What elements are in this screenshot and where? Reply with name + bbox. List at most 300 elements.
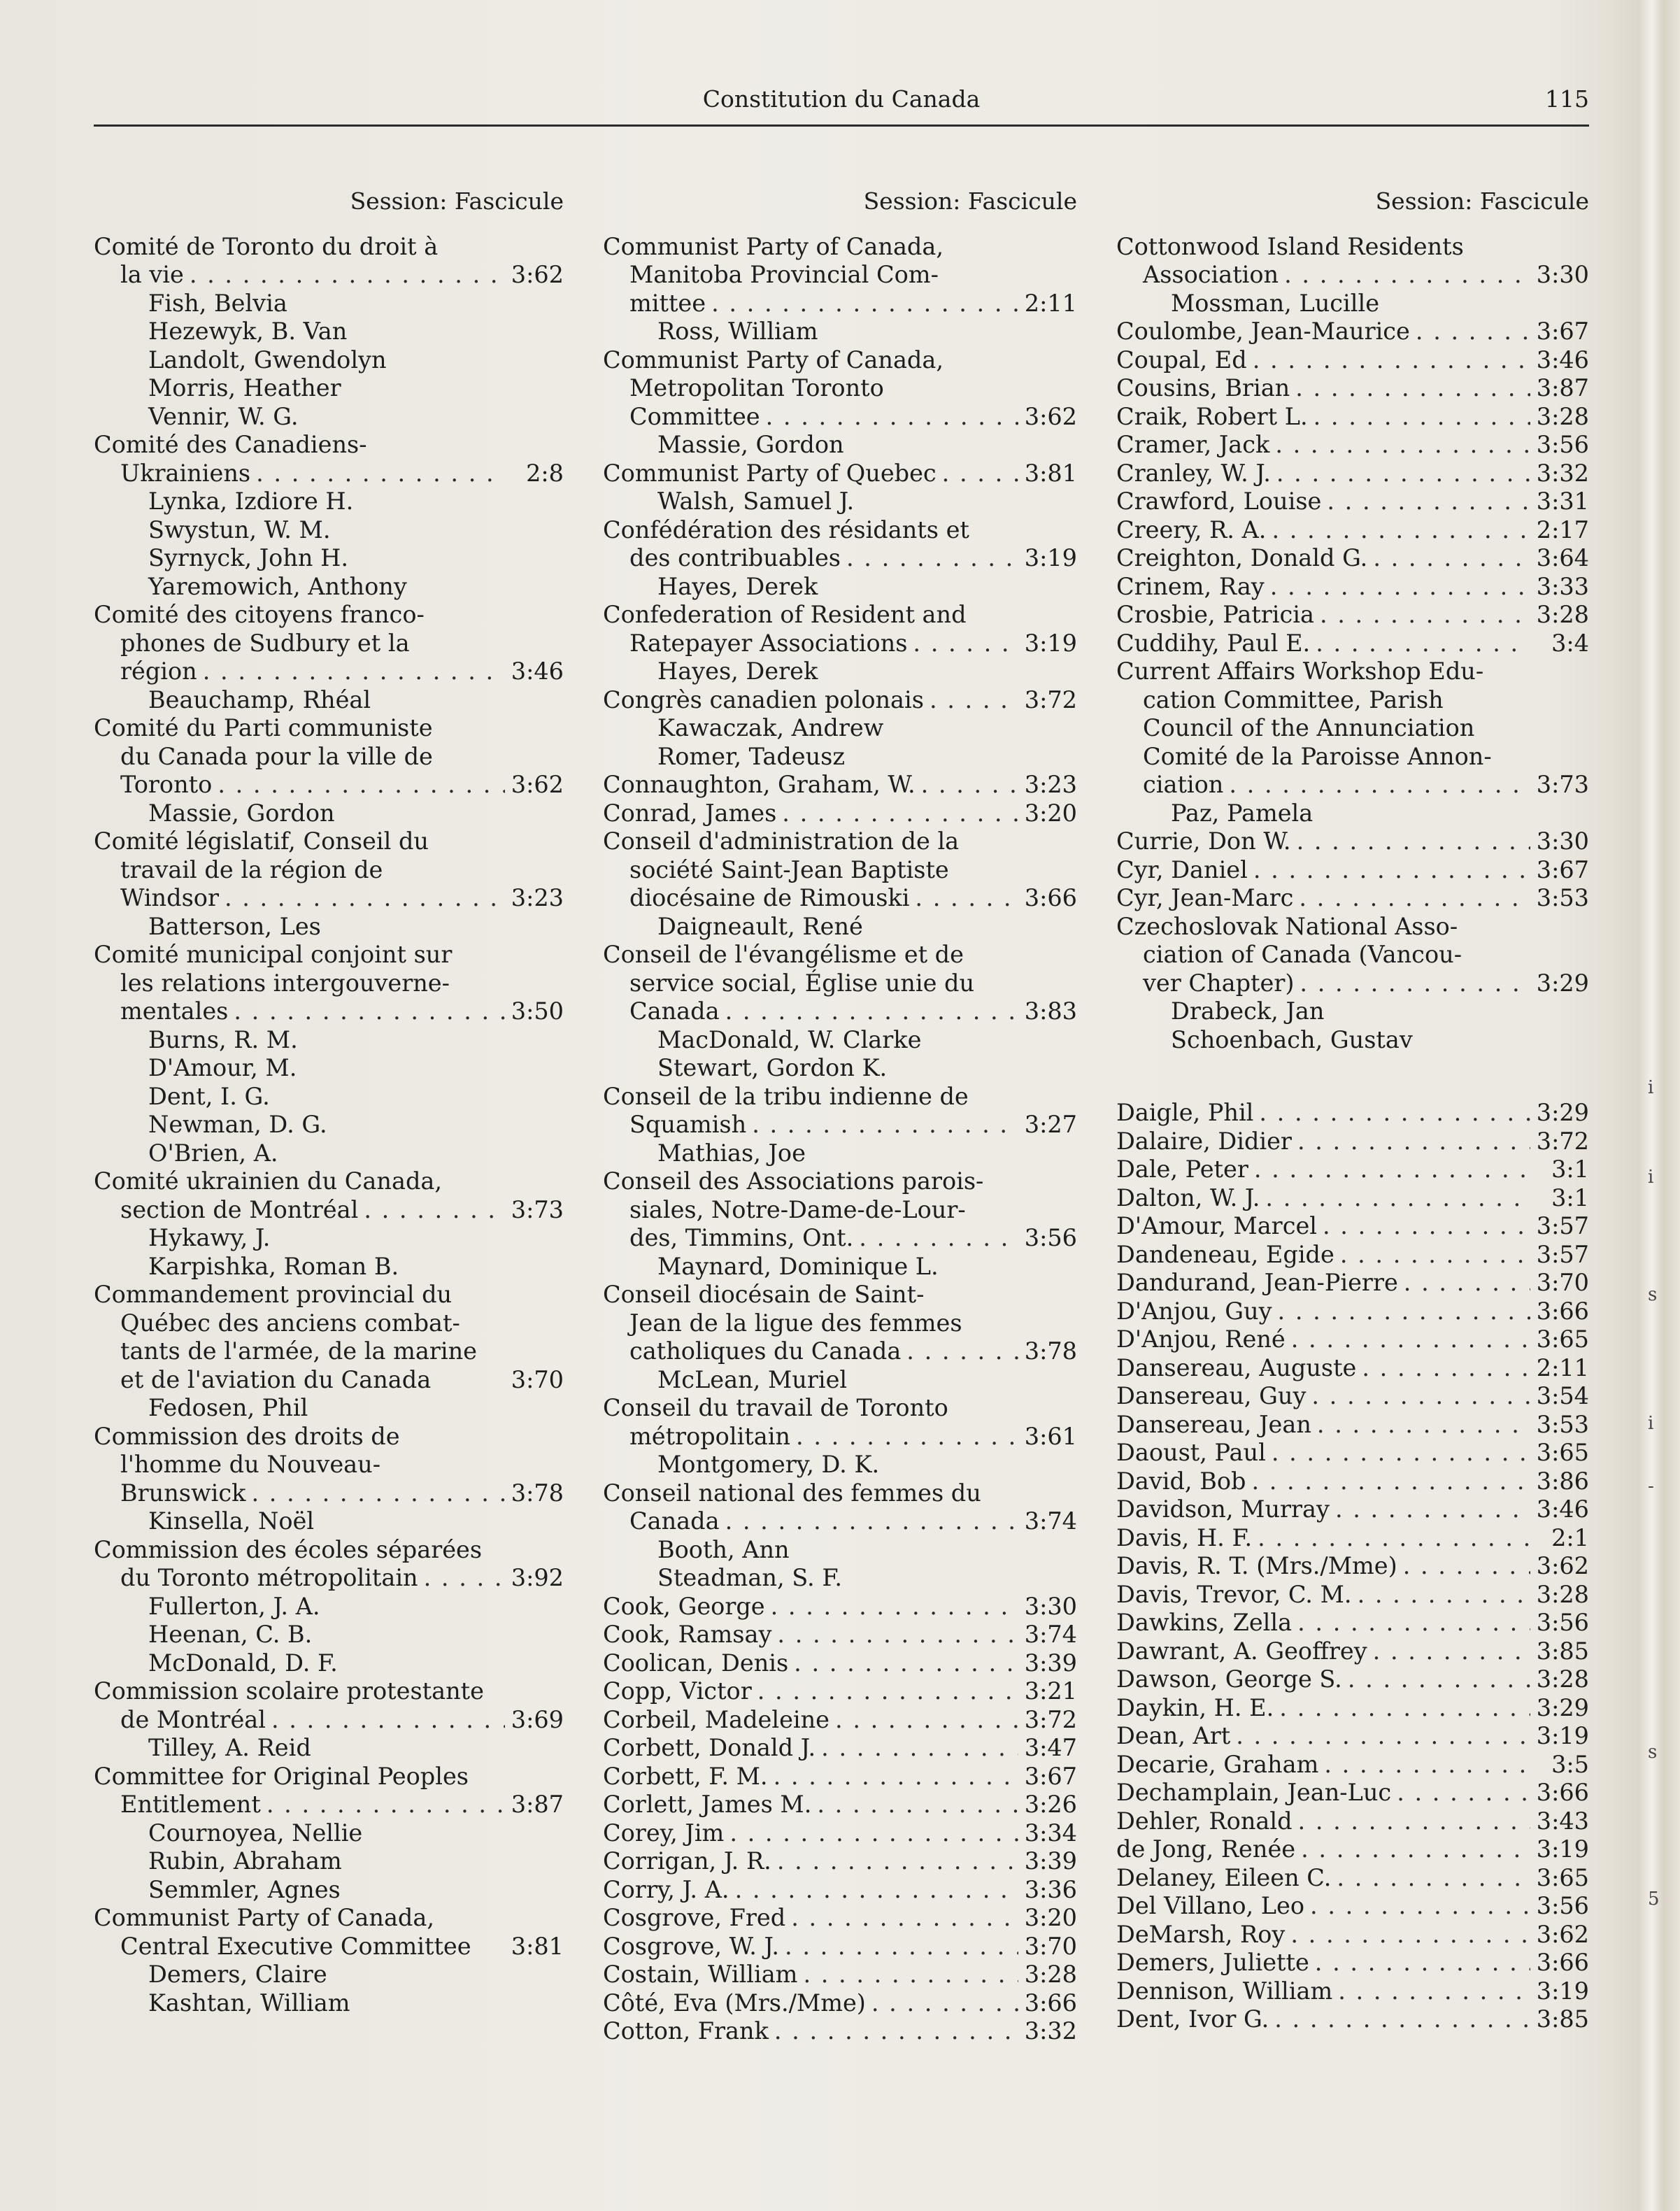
issue-reference: 3:56	[1536, 1892, 1589, 1919]
issue-reference: 3:46	[1536, 346, 1589, 374]
index-entry	[1116, 657, 1589, 686]
dot-leader	[1297, 1609, 1530, 1637]
index-entry	[1116, 913, 1589, 941]
index-entry	[603, 1224, 1077, 1253]
issue-reference: 3:62	[511, 771, 564, 798]
index-witness-name	[94, 1734, 564, 1763]
issue-reference: 3:57	[1536, 1240, 1589, 1268]
index-entry	[1116, 1807, 1589, 1836]
index-entry	[94, 997, 564, 1026]
entry-text: Swystun, W. M.	[148, 516, 331, 543]
entry-text: Lynka, Izdiore H.	[148, 488, 354, 515]
entry-text: Montgomery, D. K.	[657, 1451, 880, 1478]
index-column-3	[1116, 187, 1589, 2034]
index-entry	[94, 714, 564, 743]
index-witness-name	[603, 318, 1077, 346]
index-witness-name	[94, 488, 564, 516]
dot-leader	[218, 771, 505, 799]
entry-text: mittee	[629, 289, 706, 317]
index-witness-name	[603, 488, 1077, 516]
index-entry	[1116, 233, 1589, 262]
entry-text: Ross, William	[657, 318, 818, 345]
index-entry	[94, 630, 564, 658]
entry-text: Cosgrove, W. J.	[603, 1932, 780, 1960]
issue-reference: 3:74	[1024, 1507, 1077, 1535]
dot-leader	[1300, 969, 1530, 998]
index-witness-name	[603, 913, 1077, 941]
entry-text: Davis, H. F.	[1116, 1523, 1253, 1551]
entry-text: Council of the Annunciation	[1143, 714, 1475, 741]
index-witness-name	[603, 1564, 1077, 1593]
dot-leader	[757, 1677, 1018, 1706]
issue-reference: 2:11	[1024, 289, 1077, 317]
index-entry	[94, 1281, 564, 1309]
index-entry	[1116, 1949, 1589, 1977]
entry-text: Rubin, Abraham	[148, 1847, 342, 1875]
index-entry	[94, 261, 564, 290]
margin-mark: i	[1648, 1167, 1654, 1188]
running-header	[94, 83, 1589, 127]
index-entry	[603, 1479, 1077, 1508]
entry-text: Canada	[629, 997, 720, 1025]
entry-text: Cyr, Daniel	[1116, 855, 1248, 883]
issue-reference: 3:46	[511, 657, 564, 685]
index-entry	[603, 1281, 1077, 1309]
entry-text: Corbett, F. M.	[603, 1762, 768, 1790]
index-entry	[94, 460, 564, 488]
dot-leader	[1291, 1325, 1530, 1354]
dot-leader	[1314, 403, 1530, 432]
entry-text: société Saint-Jean Baptiste	[629, 855, 949, 883]
index-entry	[1116, 1751, 1589, 1779]
index-witness-name	[603, 1366, 1077, 1395]
issue-reference: 3:64	[1536, 544, 1589, 571]
index-witness-name	[94, 1083, 564, 1111]
issue-reference: 3:19	[1024, 629, 1077, 657]
entry-text: Tilley, A. Reid	[148, 1734, 311, 1761]
index-entry	[1116, 544, 1589, 573]
entry-text: Dean, Art	[1116, 1722, 1231, 1749]
dot-leader	[1297, 827, 1530, 856]
entry-text: Karpishka, Roman B.	[148, 1252, 399, 1280]
dot-leader	[821, 1734, 1018, 1763]
issue-reference: 3:92	[511, 1564, 564, 1591]
entry-text: Communist Party of Canada,	[603, 232, 944, 260]
margin-mark: -	[1648, 1476, 1654, 1497]
entry-text: Québec des anciens combat-	[120, 1309, 460, 1337]
entry-text: Ratepayer Associations	[629, 629, 908, 657]
entry-text: Cramer, Jack	[1116, 431, 1270, 458]
dot-leader	[846, 544, 1018, 573]
index-entry	[603, 941, 1077, 969]
issue-reference: 3:54	[1536, 1382, 1589, 1409]
index-entry	[1116, 1722, 1589, 1751]
dot-leader	[1373, 1637, 1530, 1666]
index-witness-name	[94, 1593, 564, 1621]
issue-reference: 3:61	[1024, 1422, 1077, 1450]
index-entry	[603, 969, 1077, 998]
issue-reference: 3:29	[1536, 969, 1589, 997]
entry-text: et de l'aviation du Canada	[120, 1365, 432, 1393]
index-witness-name	[603, 573, 1077, 602]
dot-leader	[1373, 544, 1530, 573]
issue-reference: 3:39	[1024, 1847, 1077, 1875]
index-witness-name	[94, 1111, 564, 1139]
entry-text: Congrès canadien polonais	[603, 685, 924, 713]
issue-reference: 3:23	[511, 884, 564, 911]
index-entry	[1116, 1467, 1589, 1496]
dot-leader	[1295, 374, 1530, 403]
entry-text: la vie	[120, 261, 184, 288]
entry-text: McDonald, D. F.	[148, 1649, 338, 1677]
dot-leader	[777, 1847, 1018, 1876]
dot-leader	[1317, 1411, 1530, 1439]
dot-leader	[1397, 1779, 1530, 1807]
issue-reference: 3:32	[1024, 2017, 1077, 2045]
dot-leader	[942, 460, 1018, 488]
entry-text: Committee for Original Peoples	[94, 1762, 469, 1790]
entry-text: Comité du Parti communiste	[94, 714, 433, 741]
margin-mark: 5	[1648, 1889, 1660, 1910]
index-witness-name	[94, 1253, 564, 1281]
issue-reference: 3:23	[1024, 771, 1077, 798]
issue-reference: 3:65	[1536, 1325, 1589, 1353]
issue-reference: 3:32	[1536, 459, 1589, 487]
issue-reference: 3:72	[1536, 1127, 1589, 1155]
entry-text: ciation of Canada (Vancou-	[1143, 941, 1462, 968]
entry-text: D'Amour, M.	[148, 1054, 297, 1081]
dot-leader	[871, 1989, 1018, 2018]
issue-reference: 3:56	[1536, 1609, 1589, 1636]
entry-text: D'Anjou, Guy	[1116, 1297, 1272, 1325]
issue-reference: 3:67	[1536, 318, 1589, 345]
index-entry	[603, 1593, 1077, 1621]
issue-reference: 3:33	[1536, 572, 1589, 600]
dot-leader	[1403, 1552, 1530, 1581]
issue-reference: 3:50	[511, 997, 564, 1025]
index-entry	[1116, 714, 1589, 743]
index-entry	[1116, 1099, 1589, 1128]
index-entry	[94, 1791, 564, 1819]
index-entry	[94, 657, 564, 686]
entry-text: Jean de la ligue des femmes	[629, 1309, 962, 1337]
entry-text: siales, Notre-Dame-de-Lour-	[629, 1195, 966, 1223]
index-entry	[603, 1677, 1077, 1706]
issue-reference: 3:47	[1024, 1734, 1077, 1761]
entry-text: Yaremowich, Anthony	[148, 572, 407, 600]
entry-text: Morris, Heather	[148, 374, 341, 401]
issue-reference: 3:30	[1536, 261, 1589, 288]
dot-leader	[1358, 1581, 1530, 1609]
entry-text: Crosbie, Patricia	[1116, 601, 1314, 628]
entry-text: Kashtan, William	[148, 1989, 350, 2017]
issue-reference: 3:53	[1536, 1410, 1589, 1438]
entry-text: métropolitain	[629, 1422, 791, 1450]
entry-text: Copp, Victor	[603, 1677, 752, 1705]
entry-text: Cournoyea, Nellie	[148, 1819, 363, 1847]
entry-text: catholiques du Canada	[629, 1337, 902, 1365]
dot-leader	[1290, 1921, 1530, 1949]
entry-text: Crawford, Louise	[1116, 488, 1322, 515]
dot-leader	[1348, 1665, 1530, 1694]
index-entry	[94, 1451, 564, 1479]
index-entry	[603, 233, 1077, 262]
index-entry	[1116, 941, 1589, 969]
entry-text: Heenan, C. B.	[148, 1621, 313, 1648]
index-entry	[603, 630, 1077, 658]
issue-reference: 3:19	[1536, 1835, 1589, 1863]
index-entry	[603, 403, 1077, 432]
index-entry	[1116, 1354, 1589, 1383]
dot-leader	[1315, 1949, 1530, 1977]
column-heading: Session: Fascicule	[1375, 187, 1589, 215]
index-entry	[1116, 460, 1589, 488]
entry-text: Cyr, Jean-Marc	[1116, 884, 1294, 911]
entry-text: Communist Party of Quebec	[603, 459, 937, 487]
index-entry	[1116, 516, 1589, 545]
entry-text: Comité de Toronto du droit à	[94, 232, 439, 260]
index-witness-name	[1116, 799, 1589, 828]
index-entry	[94, 431, 564, 460]
index-entry	[603, 1507, 1077, 1536]
entry-text: MacDonald, W. Clarke	[657, 1025, 922, 1053]
index-entry	[94, 969, 564, 998]
entry-text: D'Amour, Marcel	[1116, 1212, 1317, 1239]
dot-leader	[921, 771, 1018, 799]
entry-text: Confédération des résidants et	[603, 516, 969, 543]
issue-reference: 3:39	[1024, 1649, 1077, 1677]
dot-leader	[364, 1196, 505, 1225]
entry-text: mentales	[120, 997, 229, 1025]
index-entry	[1116, 686, 1589, 715]
index-entry	[1116, 573, 1589, 602]
entry-text: Hayes, Derek	[657, 657, 818, 685]
issue-reference: 3:69	[511, 1705, 564, 1733]
index-entry	[603, 261, 1077, 290]
index-entry	[1116, 1325, 1589, 1354]
entry-text: Massie, Gordon	[148, 799, 335, 827]
entry-text: des contribuables	[629, 544, 841, 571]
index-entry	[1116, 1439, 1589, 1467]
index-entry	[603, 1423, 1077, 1451]
index-entry	[603, 1196, 1077, 1225]
entry-text: Dawson, George S.	[1116, 1665, 1342, 1693]
index-entry	[94, 884, 564, 913]
entry-text: Drabeck, Jan	[1171, 997, 1325, 1025]
dot-leader	[794, 1649, 1018, 1678]
entry-text: Cosgrove, Fred	[603, 1904, 786, 1931]
entry-text: Toronto	[120, 771, 213, 798]
dot-leader	[796, 1423, 1018, 1451]
entry-text: Conseil d'administration de la	[603, 827, 960, 855]
issue-reference: 3:29	[1536, 1693, 1589, 1721]
dot-leader	[1259, 1099, 1530, 1128]
index-witness-name	[94, 403, 564, 432]
index-witness-name	[603, 1139, 1077, 1168]
issue-reference: 3:57	[1536, 1212, 1589, 1239]
entry-text: Coolican, Denis	[603, 1649, 789, 1677]
issue-reference: 3:27	[1024, 1111, 1077, 1138]
dot-leader	[234, 997, 505, 1026]
entry-text: Dandeneau, Egide	[1116, 1240, 1334, 1268]
entry-text: Cook, Ramsay	[603, 1621, 772, 1648]
entry-text: Connaughton, Graham, W.	[603, 771, 916, 798]
entry-text: Davidson, Murray	[1116, 1495, 1330, 1523]
dot-leader	[913, 630, 1018, 658]
index-entry	[1116, 1184, 1589, 1213]
dot-leader	[1404, 1269, 1530, 1298]
entry-text: du Canada pour la ville de	[120, 742, 433, 770]
entry-text: Corlett, James M.	[603, 1791, 812, 1818]
index-entry	[1116, 403, 1589, 432]
issue-reference: 3:5	[1551, 1750, 1589, 1778]
index-entry	[1116, 488, 1589, 516]
index-witness-name	[1116, 1026, 1589, 1055]
issue-reference: 3:78	[511, 1479, 564, 1507]
dot-leader	[1278, 1298, 1530, 1326]
dot-leader	[1272, 1439, 1530, 1467]
column-heading: Session: Fascicule	[350, 187, 564, 215]
index-witness-name	[94, 318, 564, 346]
entry-text: Conseil de la tribu indienne de	[603, 1082, 969, 1110]
dot-leader	[1337, 1864, 1530, 1893]
dot-leader	[1270, 573, 1530, 602]
index-entry	[603, 1933, 1077, 1961]
dot-leader	[735, 1876, 1018, 1905]
index-entry	[1116, 969, 1589, 998]
index-entry	[94, 1366, 564, 1395]
dot-leader	[190, 261, 505, 290]
index-entry	[1116, 1524, 1589, 1553]
entry-text: des, Timmins, Ont.	[629, 1224, 854, 1251]
index-witness-name	[603, 657, 1077, 686]
dot-leader	[1254, 1156, 1530, 1184]
entry-text: Walsh, Samuel J.	[657, 488, 855, 515]
index-entry	[603, 1819, 1077, 1848]
column-heading: Session: Fascicule	[863, 187, 1077, 215]
issue-reference: 3:36	[1024, 1875, 1077, 1903]
index-entry	[603, 1876, 1077, 1905]
entry-text: Booth, Ann	[657, 1535, 790, 1563]
entry-text: Central Executive Committee	[120, 1932, 471, 1960]
dot-leader	[1251, 1467, 1530, 1496]
dot-leader	[1320, 601, 1530, 630]
entry-text: Creighton, Donald G.	[1116, 544, 1368, 571]
issue-reference: 3:70	[511, 1365, 564, 1393]
dot-leader	[835, 1706, 1018, 1735]
entry-text: Manitoba Provincial Com-	[629, 261, 939, 288]
dot-leader	[766, 403, 1018, 432]
entry-text: phones de Sudbury et la	[120, 629, 410, 657]
index-entry	[1116, 1864, 1589, 1893]
dot-leader	[791, 1904, 1018, 1933]
index-entry	[603, 516, 1077, 545]
issue-reference: 3:29	[1536, 1099, 1589, 1126]
issue-reference: 3:31	[1536, 488, 1589, 515]
index-entry	[1116, 601, 1589, 630]
index-witness-name	[1116, 290, 1589, 318]
entry-text: Communist Party of Canada,	[603, 346, 944, 374]
entry-text: Steadman, S. F.	[657, 1564, 842, 1591]
dot-leader	[251, 1479, 505, 1508]
index-entry	[1116, 1269, 1589, 1298]
entry-text: Dandurand, Jean-Pierre	[1116, 1269, 1398, 1296]
issue-reference: 3:65	[1536, 1439, 1589, 1466]
dot-leader	[1327, 488, 1530, 516]
dot-leader	[930, 686, 1018, 715]
entry-text: Mossman, Lucille	[1171, 289, 1380, 317]
index-witness-name	[94, 686, 564, 715]
entry-text: Committee	[629, 402, 760, 430]
issue-reference: 3:30	[1024, 1592, 1077, 1620]
dot-leader	[915, 884, 1018, 913]
dot-leader	[725, 997, 1018, 1026]
entry-text: Comité municipal conjoint sur	[94, 941, 453, 968]
dot-leader	[1253, 856, 1530, 885]
entry-text: Association	[1143, 261, 1279, 288]
entry-text: Dennison, William	[1116, 1977, 1333, 2005]
entry-text: Dehler, Ronald	[1116, 1807, 1293, 1835]
index-witness-name	[94, 913, 564, 941]
entry-text: Daigneault, René	[657, 912, 863, 940]
running-title: Constitution du Canada	[702, 85, 981, 113]
dot-leader	[1279, 1694, 1530, 1723]
index-entry	[603, 686, 1077, 715]
entry-text: Comité de la Paroisse Annon-	[1143, 742, 1492, 770]
dot-leader	[1299, 884, 1530, 913]
issue-reference: 3:70	[1024, 1932, 1077, 1960]
entry-text: Semmler, Agnes	[148, 1875, 341, 1903]
index-entry	[1116, 1581, 1589, 1609]
dot-leader	[1275, 431, 1530, 460]
index-entry	[1116, 374, 1589, 403]
dot-leader	[906, 1337, 1018, 1366]
dot-leader	[203, 657, 505, 686]
entry-text: Decarie, Graham	[1116, 1750, 1319, 1778]
entry-text: D'Anjou, René	[1116, 1325, 1286, 1353]
issue-reference: 3:19	[1024, 544, 1077, 571]
index-entry	[603, 1734, 1077, 1763]
index-entry	[94, 941, 564, 969]
dot-leader	[771, 1593, 1018, 1621]
entry-text: Corbett, Donald J.	[603, 1734, 816, 1761]
index-entry	[1116, 431, 1589, 460]
entry-text: Dalton, W. J.	[1116, 1183, 1260, 1211]
index-witness-name	[603, 1253, 1077, 1281]
index-entry	[1116, 1694, 1589, 1723]
entry-text: Crinem, Ray	[1116, 572, 1265, 600]
issue-reference: 3:86	[1536, 1467, 1589, 1495]
issue-reference: 3:26	[1024, 1791, 1077, 1818]
issue-reference: 3:28	[1536, 1665, 1589, 1693]
issue-reference: 3:46	[1536, 1495, 1589, 1523]
entry-text: Communist Party of Canada,	[94, 1904, 434, 1931]
dot-leader	[817, 1791, 1018, 1819]
index-entry	[1116, 1977, 1589, 2006]
entry-text: tants de l'armée, de la marine	[120, 1337, 477, 1365]
issue-reference: 3:62	[1536, 1552, 1589, 1579]
index-entry	[603, 1961, 1077, 1989]
entry-text: Ukrainiens	[120, 459, 251, 487]
index-witness-name	[94, 799, 564, 828]
entry-text: Fullerton, J. A.	[148, 1592, 320, 1620]
entry-text: Canada	[629, 1507, 720, 1535]
index-entry	[94, 1337, 564, 1366]
dot-leader	[774, 2017, 1018, 2046]
issue-reference: 3:72	[1024, 685, 1077, 713]
index-entry	[1116, 1835, 1589, 1864]
index-entry	[603, 346, 1077, 375]
